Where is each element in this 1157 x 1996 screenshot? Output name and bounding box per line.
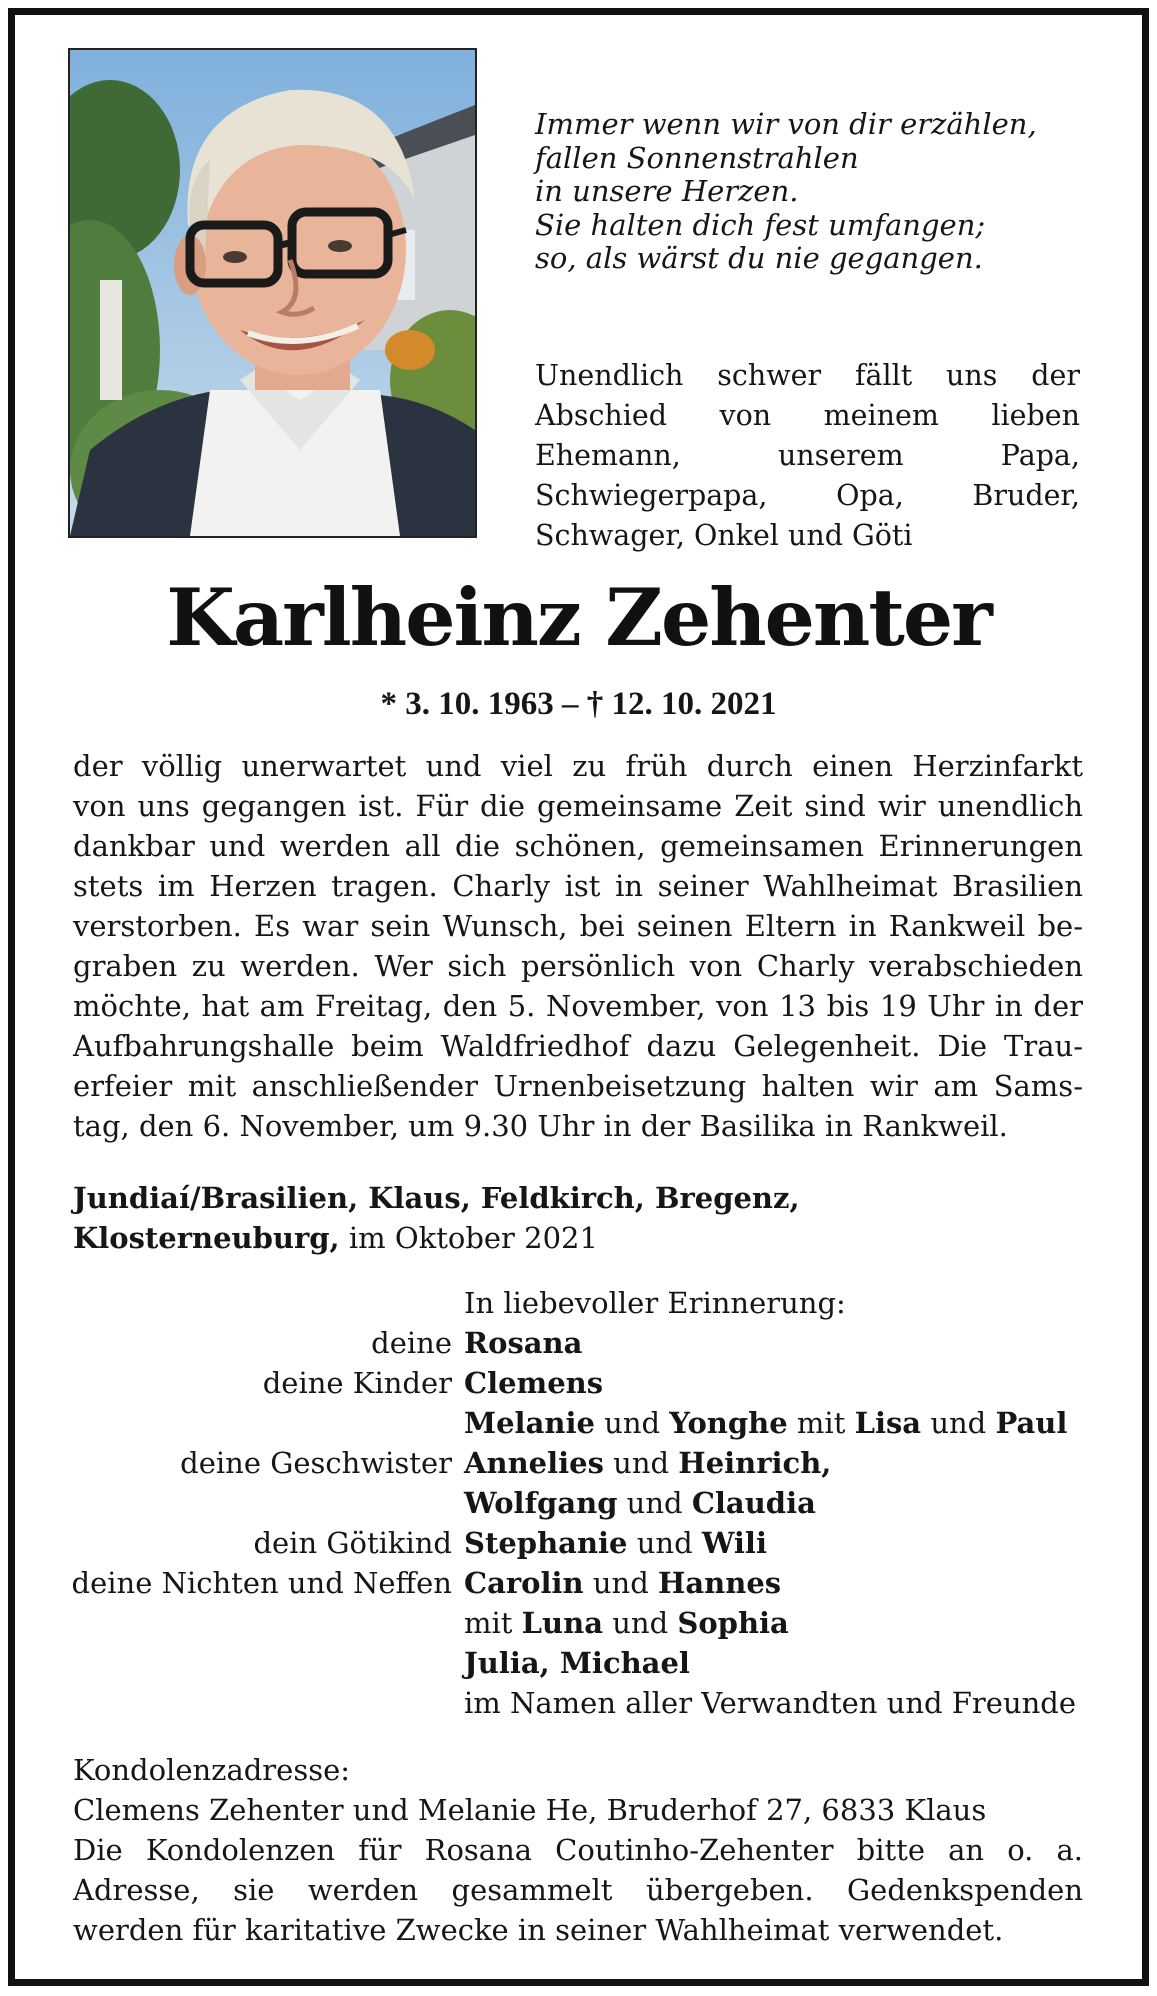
obituary-body (73, 746, 1083, 1146)
mourner-name: Paul (995, 1406, 1068, 1440)
body-line: von uns gegangen ist. Für die gemeinsame Zeit sind wir unendlich (73, 789, 1083, 823)
places-last-town: Klosterneuburg, (73, 1221, 340, 1255)
mourner-row (60, 1443, 1100, 1483)
condolence-section (73, 1750, 1083, 1950)
mourner-row (60, 1563, 1100, 1603)
mourner-name: Luna (521, 1606, 604, 1640)
mourner-name: Clemens (464, 1366, 604, 1400)
connector-text: mit (464, 1606, 522, 1640)
poem-line: so, als wärst du nie gegangen. (535, 241, 983, 275)
poem-line: Sie halten dich fest umfangen; (535, 207, 986, 242)
mourners-list (60, 1283, 1100, 1723)
places-line: Jundiaí/Brasilien, Klaus, Feldkirch, Bregenz, (73, 1181, 800, 1215)
portrait-illustration (70, 50, 475, 536)
mourner-row (60, 1683, 1100, 1723)
poem-line: in unsere Herzen. (535, 174, 799, 208)
memorial-poem (535, 108, 1095, 276)
body-line: stets im Herzen tragen. Charly ist in seiner Wahlheimat Brasilien (73, 869, 1083, 903)
mourner-row (60, 1523, 1100, 1563)
relation-label: deine Nichten und Neffen (71, 1566, 452, 1600)
connector-text: und (583, 1566, 658, 1600)
mourner-name: Wolfgang (464, 1486, 618, 1520)
mourner-name: Rosana (464, 1326, 583, 1360)
condolence-line: Adresse, sie werden gesammelt übergeben. Gedenkspenden (73, 1873, 1083, 1907)
mourner-row (60, 1643, 1100, 1683)
relation-label: dein Götikind (253, 1526, 452, 1560)
mourner-name: Yonghe (669, 1406, 788, 1440)
mourner-row (60, 1363, 1100, 1403)
farewell-intro: Unendlich schwer fällt uns der Abschied von meinem lieben Ehemann, unserem Papa, Schwiegerpapa, Opa, Bruder, Schwager, Onkel und Göti (535, 359, 1080, 552)
closing-phrase: im Namen aller Verwandten und Freunde (464, 1686, 1077, 1720)
mourner-name: Stephanie (464, 1526, 628, 1560)
places-and-date (73, 1178, 1083, 1258)
portrait-photo (68, 48, 477, 538)
body-line: dankbar und werden all die schönen, gemeinsamen Erinnerungen (73, 829, 1083, 863)
connector-text: und (921, 1406, 996, 1440)
signing-date: im Oktober 2021 (339, 1221, 598, 1255)
mourner-name: Julia, Michael (464, 1646, 690, 1680)
mourner-name: Heinrich, (678, 1446, 832, 1480)
connector-text: und (603, 1606, 678, 1640)
mourner-row (60, 1603, 1100, 1643)
poem-line: fallen Sonnenstrahlen (535, 140, 859, 175)
body-line: der völlig unerwartet und viel zu früh durch einen Herzinfarkt (73, 749, 1083, 783)
connector-text: und (627, 1526, 702, 1560)
body-line: erfeier mit anschließender Urnenbeisetzung halten wir am Sams- (73, 1069, 1083, 1103)
mourner-row (60, 1323, 1100, 1363)
relation-label: deine Geschwister (180, 1446, 452, 1480)
connector-text: und (603, 1446, 679, 1480)
relation-label: deine (371, 1326, 452, 1360)
mourner-name: Melanie (464, 1406, 595, 1440)
body-line: verstorben. Es war sein Wunsch, bei seinen Eltern in Rankweil be- (73, 909, 1083, 943)
poem-line: Immer wenn wir von dir erzählen, (535, 107, 1037, 141)
condolence-line: Die Kondolenzen für Rosana Coutinho-Zehenter bitte an o. a. (73, 1833, 1083, 1867)
mourner-name: Claudia (691, 1486, 816, 1520)
mourner-name: Annelies (464, 1446, 604, 1480)
body-line: möchte, hat am Freitag, den 5. November, von 13 bis 19 Uhr in der (73, 989, 1083, 1023)
life-dates: * 3. 10. 1963 – † 12. 10. 2021 (380, 686, 777, 722)
condolence-heading: Kondolenzadresse: (73, 1753, 351, 1787)
deceased-name: Karlheinz Zehenter (166, 571, 991, 664)
in-memory-heading: In liebevoller Erinnerung: (464, 1286, 846, 1320)
mourner-name: Lisa (854, 1406, 922, 1440)
mourner-name: Hannes (657, 1566, 782, 1600)
body-line: graben zu werden. Wer sich persönlich von Charly verabschieden (73, 949, 1083, 983)
connector-text: mit (787, 1406, 855, 1440)
mourner-row (60, 1483, 1100, 1523)
connector-text: und (594, 1406, 670, 1440)
condolence-address: Clemens Zehenter und Melanie He, Bruderhof 27, 6833 Klaus (73, 1793, 987, 1827)
condolence-line: werden für karitative Zwecke in seiner Wahlheimat verwendet. (73, 1913, 1004, 1947)
body-line: Aufbahrungshalle beim Waldfriedhof dazu Gelegenheit. Die Trau- (73, 1029, 1083, 1063)
mourner-name: Sophia (677, 1606, 789, 1640)
mourner-name: Carolin (464, 1566, 584, 1600)
body-line: tag, den 6. November, um 9.30 Uhr in der Basilika in Rankweil. (73, 1109, 1008, 1143)
relation-label: deine Kinder (262, 1366, 452, 1400)
mourner-row (60, 1403, 1100, 1443)
connector-text: und (617, 1486, 692, 1520)
mourner-name: Wili (701, 1526, 767, 1560)
